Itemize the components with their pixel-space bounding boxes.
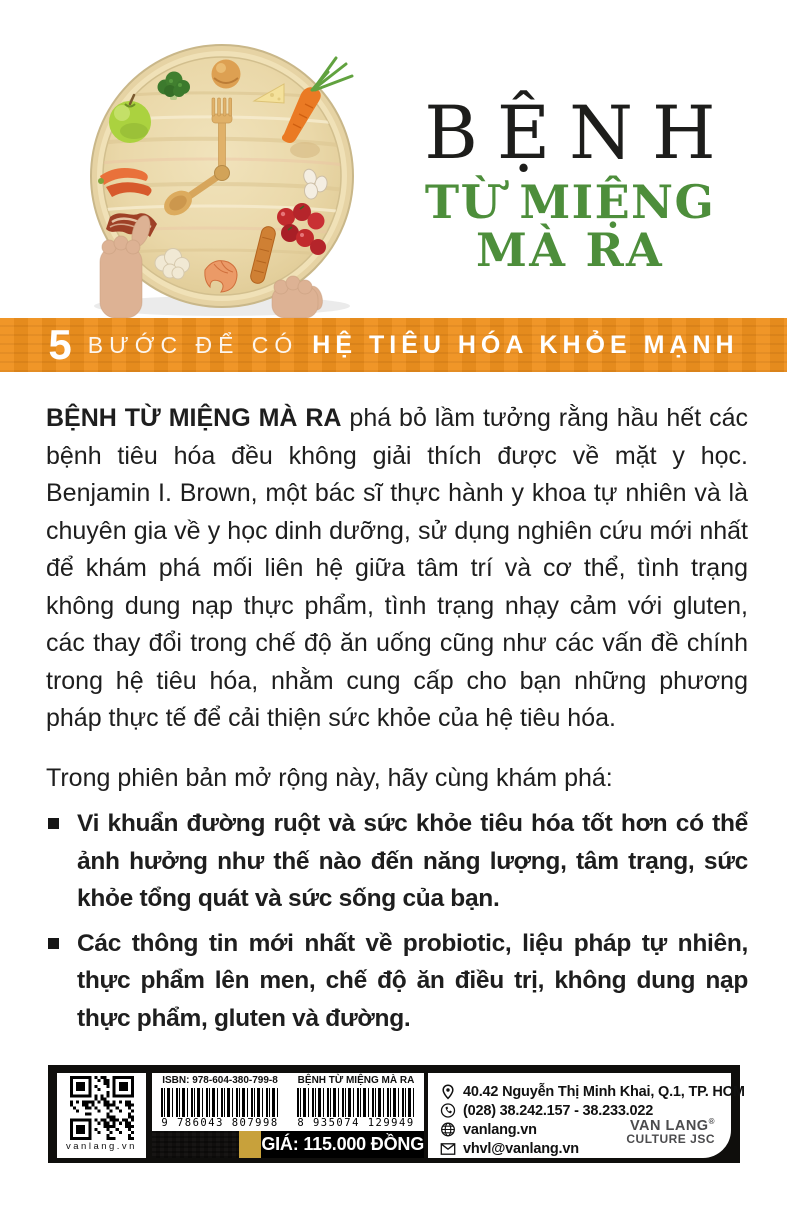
- bullet-text: Các thông tin mới nhất về probiotic, liệu pháp tự nhiên, thực phẩm lên men, chế độ ăn điều trị, không dung nạp thực phẩm, gluten và đường.: [77, 929, 748, 1032]
- qr-label: vanlang.vn: [66, 1141, 137, 1152]
- publisher-logo: [626, 1115, 715, 1146]
- title-block: [398, 91, 742, 277]
- email-text: vhvl@vanlang.vn: [463, 1140, 579, 1157]
- logo-subtitle: CULTURE JSC: [626, 1132, 715, 1146]
- intro-paragraph: [46, 400, 748, 738]
- qr-panel: [57, 1073, 146, 1158]
- back-cover-copy: [46, 400, 748, 1037]
- banner-number: 5: [48, 321, 72, 368]
- isbn-barcode: [152, 1073, 288, 1131]
- banner-text-light: BƯỚC ĐỂ CÓ: [87, 331, 299, 358]
- bullet-marker: [48, 938, 59, 949]
- bread-roll: [212, 60, 241, 89]
- barcode-panel: [152, 1073, 424, 1131]
- tagline-banner: [0, 318, 787, 372]
- address-row: [440, 1082, 745, 1101]
- bullet-marker: [48, 818, 59, 829]
- globe-icon: [440, 1122, 456, 1137]
- bullet-item: [46, 805, 748, 918]
- price-strip: [152, 1131, 424, 1158]
- product-barcode: [288, 1073, 424, 1131]
- title-line-ma-ra: MÀ RA: [475, 223, 665, 277]
- envelope-icon: [440, 1143, 456, 1155]
- phone-text: (028) 38.242.157 - 38.233.022: [463, 1102, 654, 1119]
- bullet-item: [46, 925, 748, 1038]
- address-text: 40.42 Nguyễn Thị Minh Khai, Q.1, TP. HCM: [463, 1083, 745, 1100]
- bullet-list: [46, 805, 748, 1037]
- price-label: GIÁ: 115.000 ĐỒNG: [261, 1131, 424, 1158]
- isbn-digits: 9 786043 807998: [161, 1117, 279, 1129]
- phone-icon: [440, 1103, 456, 1118]
- intro-text: phá bỏ lầm tưởng rằng hầu hết các bệnh tiêu hóa đều không giải thích được về mặt y học. Benjamin I. Brown, một bác sĩ thực hành y khoa tự nhiên và là chuyên gia về y học dinh dưỡng, sử dụng nghiên cứu mới nhất để khám phá mối liên hệ giữa tâm trí và cơ thể, tình trạng không dung nạp thực phẩm, tình trạng nhạy cảm với gluten, các thay đổi trong chế độ ăn uống cũng như các vấn đề chính trong hệ tiêu hóa, nhằm cung cấp cho bạn những phương pháp thực tế để cải thiện sức khỏe của hệ tiêu hóa.: [46, 404, 748, 732]
- intro-bold-lead: BỆNH TỪ MIỆNG MÀ RA: [46, 404, 342, 432]
- logo-registered-mark: ®: [708, 1117, 715, 1127]
- location-pin-icon: [440, 1084, 456, 1100]
- price-strip-texture: [152, 1131, 239, 1158]
- lead-in-line: Trong phiên bản mở rộng này, hãy cùng khám phá:: [46, 763, 613, 792]
- product-barcode-label: BỆNH TỪ MIỆNG MÀ RA: [297, 1075, 415, 1086]
- contact-panel: [428, 1073, 745, 1158]
- isbn-bars: [161, 1088, 279, 1117]
- footer-bar: [48, 1065, 745, 1163]
- qr-code: [70, 1076, 134, 1140]
- logo-name: VAN LANG: [629, 1118, 709, 1134]
- product-barcode-bars: [297, 1088, 415, 1117]
- gold-square: [239, 1131, 261, 1158]
- title-line-tu-mieng: TỪ MIỆNG: [424, 175, 716, 229]
- banner-text-bold: HỆ TIÊU HÓA KHỎE MẠNH: [312, 330, 739, 359]
- title-line-benh: BỆNH: [424, 91, 735, 176]
- website-text: vanlang.vn: [463, 1121, 537, 1138]
- product-barcode-digits: 8 935074 129949: [297, 1117, 415, 1129]
- isbn-label: ISBN: 978-604-380-799-8: [162, 1075, 278, 1086]
- bullet-text: Vi khuẩn đường ruột và sức khỏe tiêu hóa tốt hơn có thể ảnh hưởng như thế nào đến năng lượng, tâm trạng, sức khỏe tổng quát và sức sống của bạn.: [77, 810, 748, 912]
- clock-pivot: [215, 166, 230, 181]
